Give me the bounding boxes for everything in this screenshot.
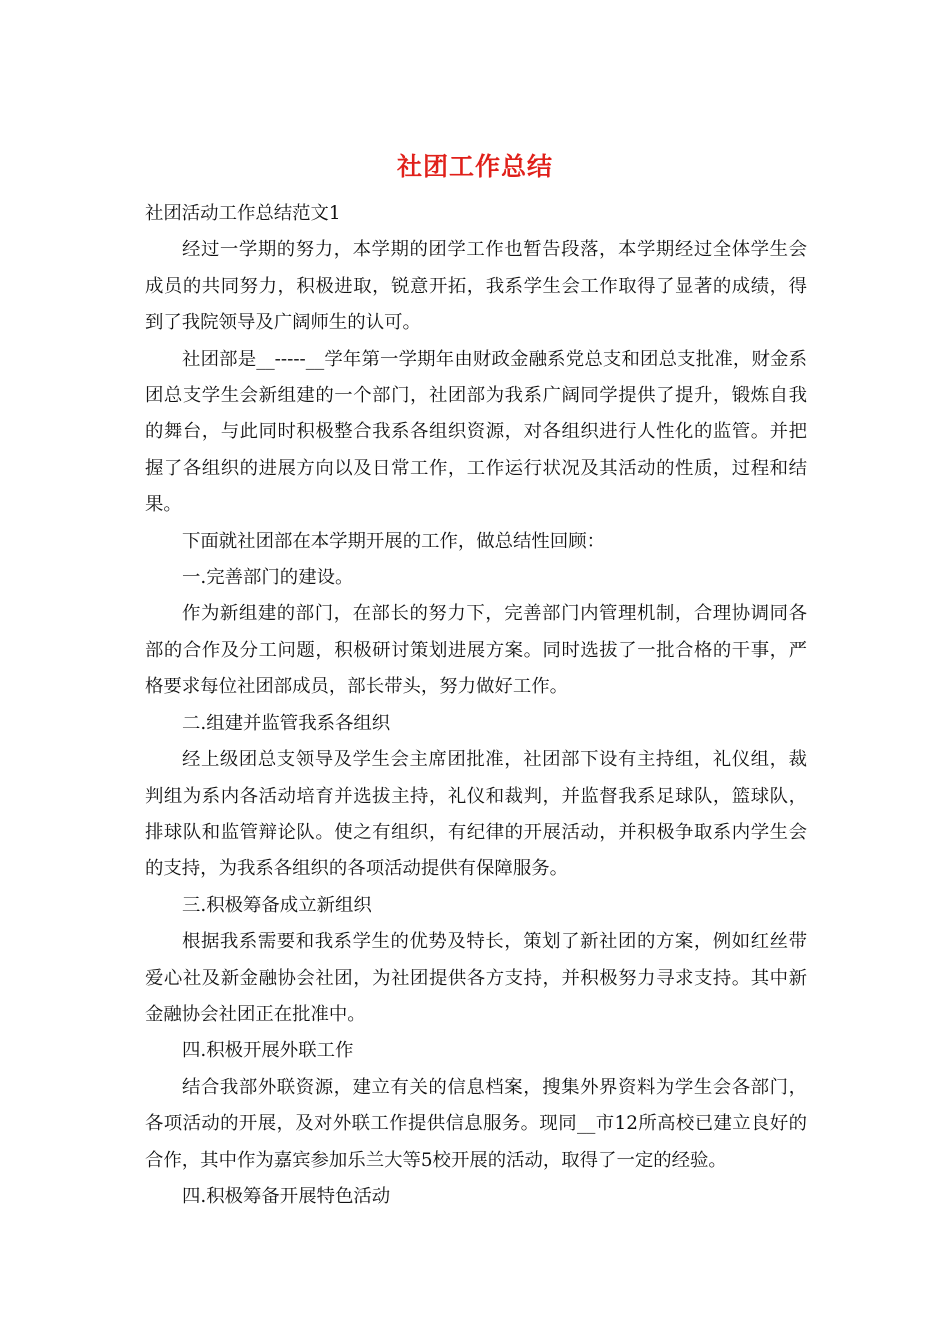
document-title: 社团工作总结 — [396, 152, 553, 181]
body-paragraph: 经过一学期的努力，本学期的团学工作也暂告段落，本学期经过全体学生会成员的共同努力，积极进取，锐意开拓，我系学生会工作取得了显著的成绩，得到了我院领导及广阔师生的认可。 — [145, 239, 807, 334]
document-body — [145, 196, 807, 1215]
section-heading: 四.积极开展外联工作 — [182, 1040, 354, 1062]
section-heading: 二.组建并监管我系各组织 — [182, 712, 391, 734]
subtitle-paragraph: 社团活动工作总结范文1 — [145, 203, 341, 224]
body-paragraph: 根据我系需要和我系学生的优势及特长，策划了新社团的方案，例如红丝带爱心社及新金融协会社团，为社团提供各方支持，并积极努力寻求支持。其中新金融协会社团正在批准中。 — [145, 931, 807, 1025]
body-paragraph: 社团部是__-----__学年第一学期年由财政金融系党总支和团总支批准，财金系团总支学生会新组建的一个部门，社团部为我系广阔同学提供了提升，锻炼自我的舞台，与此同时积极整合我系各组织资源，对各组织进行人性化的监管。并把握了各组织的进展方向以及日常工作，工作运行状况及其活动的性质，过程和结果。 — [145, 348, 807, 516]
body-paragraph: 结合我部外联资源，建立有关的信息档案，搜集外界资料为学生会各部门，各项活动的开展，及对外联工作提供信息服务。现同__市12所高校已建立良好的合作，其中作为嘉宾参加乐兰大等5校开展的活动，取得了一定的经验。 — [145, 1076, 807, 1171]
section-heading: 一.完善部门的建设。 — [182, 567, 354, 589]
body-paragraph: 经上级团总支领导及学生会主席团批准，社团部下设有主持组，礼仪组，裁判组为系内各活动培育并选拔主持，礼仪和裁判，并监督我系足球队，篮球队，排球队和监管辩论队。使之有组织，有纪律的开展活动，并积极争取系内学生会的支持，为我系各组织的各项活动提供有保障服务。 — [145, 749, 807, 880]
section-heading: 四.积极筹备开展特色活动 — [182, 1185, 391, 1207]
body-paragraph: 作为新组建的部门，在部长的努力下，完善部门内管理机制，合理协调同各部的合作及分工问题，积极研讨策划进展方案。同时选拔了一批合格的干事，严格要求每位社团部成员，部长带头，努力做好工作。 — [145, 603, 807, 698]
section-heading: 三.积极筹备成立新组织 — [182, 894, 372, 916]
body-paragraph: 下面就社团部在本学期开展的工作，做总结性回顾： — [182, 530, 605, 552]
